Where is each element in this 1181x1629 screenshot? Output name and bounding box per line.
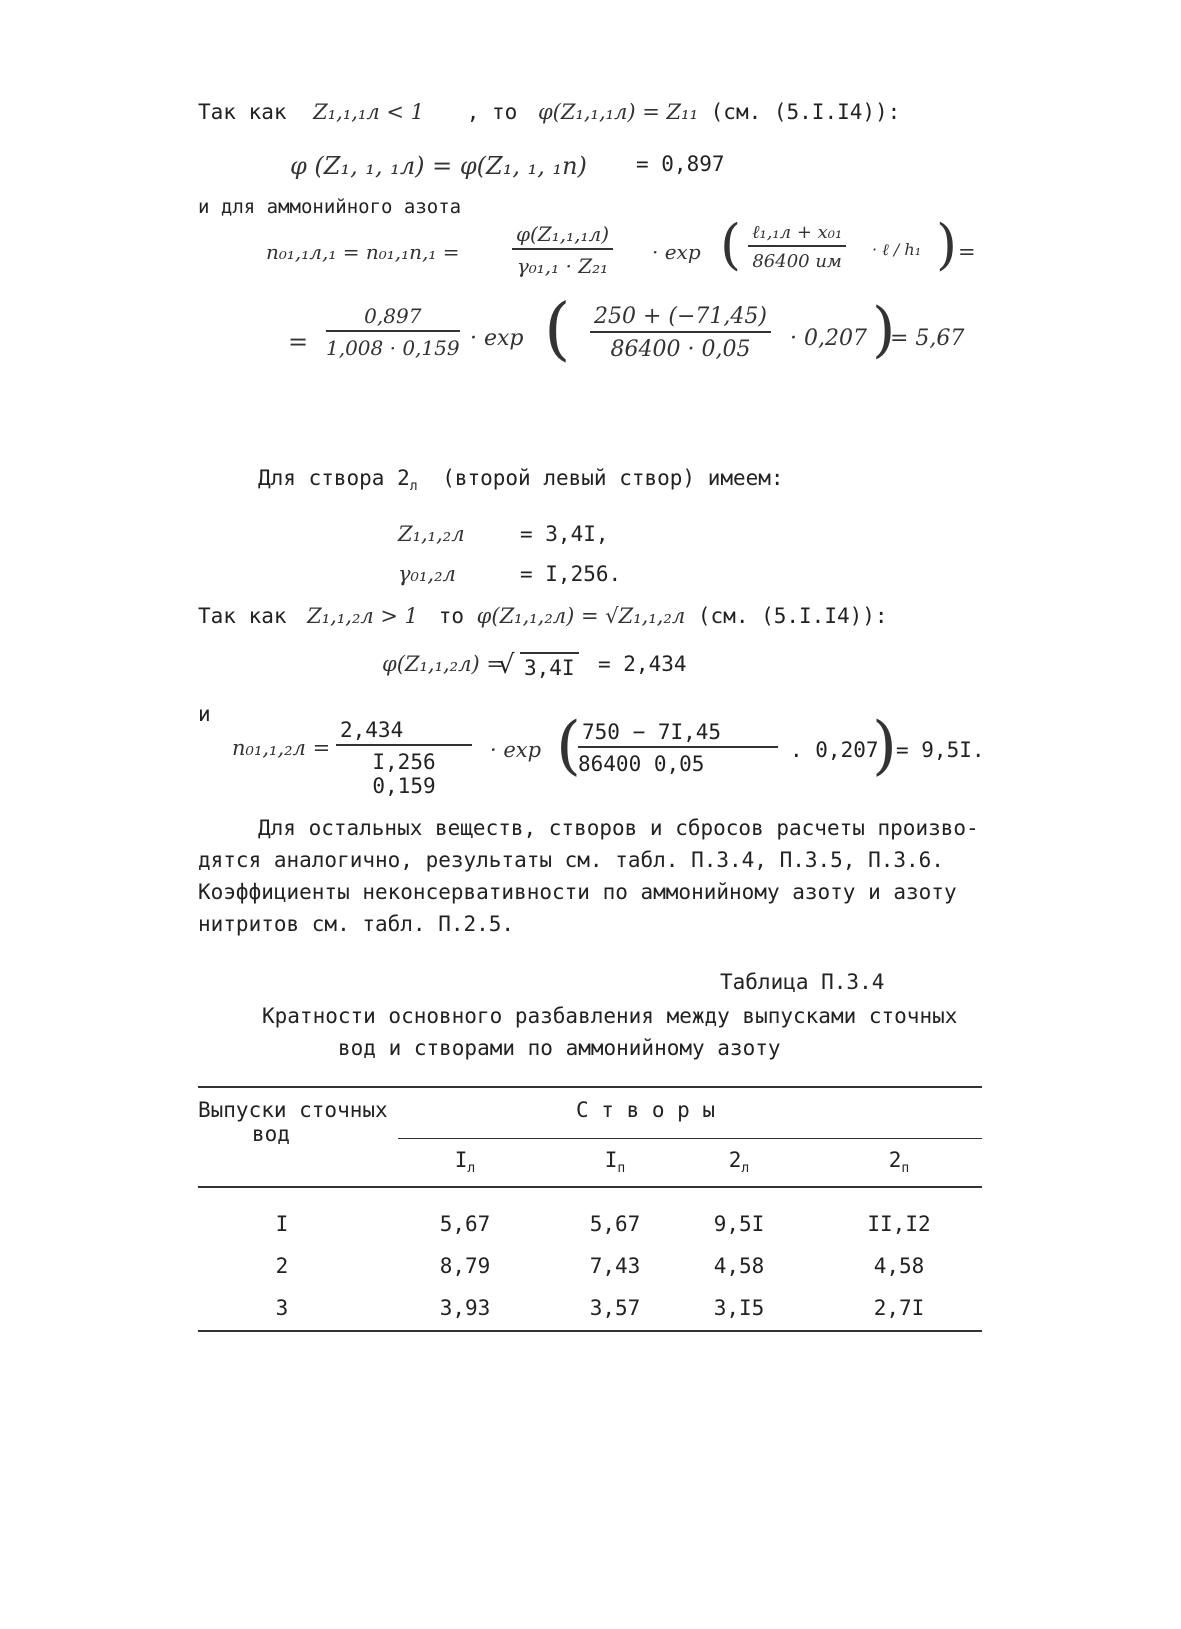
row-header-line-1: Выпуски сточных bbox=[198, 1098, 388, 1122]
calc-inner-denominator: 86400 · 0,05 bbox=[610, 337, 751, 362]
n-formula-lhs: n₀₁,₁л,₁ = n₀₁,₁п,₁ = bbox=[266, 240, 460, 264]
block2-intro-text: Для створа 2 bbox=[258, 466, 410, 490]
n2-lhs: n₀₁,₁,₂л = bbox=[232, 736, 331, 760]
col-header-2p bbox=[844, 1148, 954, 1176]
calc-fraction bbox=[326, 304, 460, 360]
row-2-cell-1p: 7,43 bbox=[589, 1254, 641, 1278]
phi-value: = 0,897 bbox=[636, 152, 725, 176]
col-header-2l-main: 2 bbox=[728, 1148, 742, 1172]
paragraph-line-2: дятся аналогично, результаты см. табл. П.3.4, П.3.5, П.3.6. bbox=[198, 848, 944, 872]
paragraph-line-3: Коэффициенты неконсервативности по аммонийному азоту и азоту bbox=[198, 880, 957, 904]
table-top-rule bbox=[198, 1086, 982, 1088]
row-3-cell-1p: 3,57 bbox=[589, 1296, 641, 1320]
n2-numerator: 2,434 bbox=[336, 718, 472, 746]
row-3-cell-1l: 3,93 bbox=[439, 1296, 491, 1320]
n-formula-inner-fraction bbox=[748, 222, 846, 272]
calc-numerator: 0,897 bbox=[326, 304, 460, 332]
condition-line-2 bbox=[198, 604, 888, 628]
n-inner-numerator: ℓ₁,₁л + x₀₁ bbox=[748, 222, 846, 247]
row-1-cell-2p: II,I2 bbox=[867, 1212, 931, 1236]
cond-function: φ(Z₁,₁,₁л) = Z₁₁ bbox=[537, 100, 698, 124]
row-2-cell-2l: 4,58 bbox=[713, 1254, 765, 1278]
n-formula-fraction bbox=[512, 222, 613, 278]
row-2-cell-2p: 4,58 bbox=[873, 1254, 925, 1278]
cond-then: , то bbox=[466, 100, 518, 124]
cond-expression: Z₁,₁,₁л < 1 bbox=[313, 100, 425, 124]
ammonium-intro: и для аммонийного азота bbox=[198, 196, 462, 218]
n2-inner-denominator: 86400 0,05 bbox=[578, 752, 705, 776]
row-2-label: 2 bbox=[275, 1254, 289, 1278]
cond2-function: φ(Z₁,₁,₂л) = √Z₁,₁,₂л bbox=[476, 604, 686, 628]
close-paren: ) bbox=[936, 213, 958, 276]
row-3-cell-2p: 2,7I bbox=[873, 1296, 925, 1320]
col-header-1l-main: I bbox=[454, 1148, 468, 1172]
table-label: Таблица П.3.4 bbox=[720, 970, 885, 994]
calc-prefix: = bbox=[288, 328, 309, 356]
n2-fraction bbox=[336, 718, 472, 798]
n2-inner-numerator: 750 − 7I,45 bbox=[578, 720, 778, 748]
n2-exp: · exp bbox=[490, 738, 542, 762]
gamma-value: = I,256. bbox=[520, 562, 622, 586]
cond2-reference: (см. (5.I.I4)): bbox=[697, 604, 888, 628]
row-3-cell-2l: 3,I5 bbox=[713, 1296, 765, 1320]
col-header-1l bbox=[410, 1148, 520, 1176]
n-formula-exp: · exp bbox=[652, 240, 701, 264]
n-inner-denominator: 86400 uм bbox=[752, 251, 842, 272]
row-3-label: 3 bbox=[275, 1296, 289, 1320]
sqrt-sign: √ bbox=[498, 650, 515, 680]
n2-close-paren: ) bbox=[872, 709, 897, 783]
table-header-rule bbox=[198, 1186, 982, 1188]
gamma-value-lhs: γ₀₁,₂л bbox=[398, 562, 456, 586]
col-header-1p-main: I bbox=[604, 1148, 618, 1172]
z-value: = 3,4I, bbox=[520, 522, 609, 546]
condition-line-1 bbox=[198, 100, 900, 124]
and-word: и bbox=[198, 702, 211, 726]
table-caption-line-2: вод и створами по аммонийному азоту bbox=[338, 1036, 781, 1060]
phi2-root: 3,4I bbox=[520, 652, 579, 680]
col-header-2l-sub: л bbox=[741, 1161, 750, 1176]
block2-intro bbox=[258, 466, 784, 494]
cond-prefix: Так как bbox=[198, 100, 287, 124]
open-paren: ( bbox=[720, 213, 742, 276]
col-header-1p-sub: п bbox=[617, 1161, 626, 1176]
row-2-cell-1l: 8,79 bbox=[439, 1254, 491, 1278]
block2-intro-rest: (второй левый створ) имеем: bbox=[442, 466, 784, 490]
cond2-expression: Z₁,₁,₂л > 1 bbox=[307, 604, 419, 628]
z-value-lhs: Z₁,₁,₂л bbox=[398, 522, 465, 546]
n-formula-end: = bbox=[958, 240, 976, 264]
cond2-then: то bbox=[438, 604, 465, 628]
col-header-2p-main: 2 bbox=[888, 1148, 902, 1172]
row-1-label: I bbox=[275, 1212, 289, 1236]
n2-denominator: I,256 0,159 bbox=[372, 750, 436, 798]
calc-result: = 5,67 bbox=[890, 326, 965, 351]
group-header-rule bbox=[398, 1138, 982, 1139]
col-header-2l bbox=[684, 1148, 794, 1176]
row-1-cell-2l: 9,5I bbox=[713, 1212, 765, 1236]
table-caption-line-1: Кратности основного разбавления между выпусками сточных bbox=[262, 1004, 958, 1028]
calc-tail: · 0,207 bbox=[790, 326, 867, 351]
row-1-cell-1l: 5,67 bbox=[439, 1212, 491, 1236]
n-inner-tail: · ℓ / h₁ bbox=[872, 240, 922, 259]
n2-result: = 9,5I. bbox=[896, 738, 985, 762]
col-header-2p-sub: п bbox=[901, 1161, 910, 1176]
block2-intro-sub: л bbox=[409, 479, 418, 494]
paragraph-line-4: нитритов см. табл. П.2.5. bbox=[198, 912, 515, 936]
cond-reference: (см. (5.I.I4)): bbox=[710, 100, 901, 124]
n2-open-paren: ( bbox=[556, 709, 581, 783]
cond2-prefix: Так как bbox=[198, 604, 287, 628]
n2-tail: . 0,207 bbox=[790, 738, 879, 762]
phi2-value: = 2,434 bbox=[598, 652, 687, 676]
calc-inner-numerator: 250 + (−71,45) bbox=[590, 304, 771, 333]
calc-exp: · exp bbox=[470, 326, 524, 351]
paragraph-line-1: Для остальных веществ, створов и сбросов расчеты произво- bbox=[258, 816, 979, 840]
phi2-lhs: φ(Z₁,₁,₂л) = bbox=[382, 652, 504, 676]
calc-close-paren: ) bbox=[872, 295, 896, 365]
col-header-1p bbox=[560, 1148, 670, 1176]
group-header: С т в о р ы bbox=[576, 1098, 716, 1122]
row-header-line-2: вод bbox=[252, 1122, 290, 1146]
calc-denominator: 1,008 · 0,159 bbox=[326, 336, 460, 360]
n2-inner-fraction bbox=[578, 720, 778, 776]
n-formula-numerator: φ(Z₁,₁,₁л) bbox=[512, 222, 613, 250]
calc-open-paren: ( bbox=[544, 290, 571, 369]
calc-inner-fraction bbox=[590, 304, 771, 362]
n-formula-denominator: γ₀₁,₁ · Z₂₁ bbox=[516, 254, 609, 278]
col-header-1l-sub: л bbox=[467, 1161, 476, 1176]
row-1-cell-1p: 5,67 bbox=[589, 1212, 641, 1236]
table-bottom-rule bbox=[198, 1330, 982, 1332]
phi-equality: φ (Z₁, ₁, ₁л) = φ(Z₁, ₁, ₁п) bbox=[290, 152, 587, 180]
